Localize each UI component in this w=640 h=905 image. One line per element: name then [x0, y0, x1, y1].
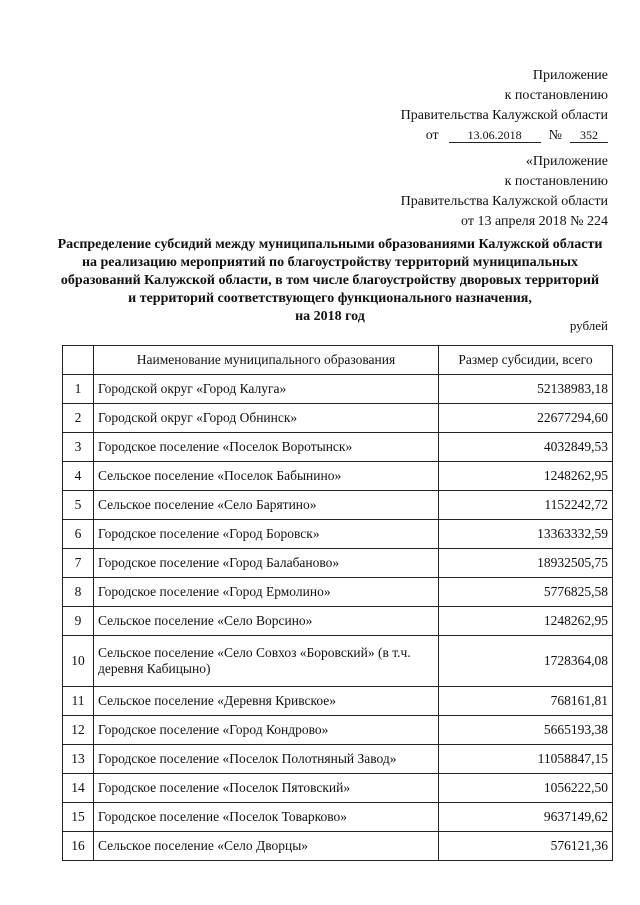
table-row — [63, 636, 613, 687]
row-index: 12 — [63, 716, 94, 745]
row-name: Городское поселение «Поселок Полотняный Завод» — [94, 745, 439, 774]
row-index: 5 — [63, 491, 94, 520]
row-amount: 18932505,75 — [439, 549, 613, 578]
row-amount: 9637149,62 — [439, 803, 613, 832]
title-line: и территорий соответствующего функционального назначения, — [128, 291, 532, 306]
document-title — [56, 236, 604, 326]
title-line: образований Калужской области, в том числе благоустройству дворовых территорий — [60, 273, 600, 288]
row-name: Городское поселение «Город Боровск» — [94, 520, 439, 549]
header-amount: Размер субсидии, всего — [439, 346, 613, 375]
row-index: 15 — [63, 803, 94, 832]
row-amount: 22677294,60 — [439, 404, 613, 433]
subsidy-table — [62, 345, 613, 861]
row-name: Городское поселение «Город Балабаново» — [94, 549, 439, 578]
header-index — [63, 346, 94, 375]
table-row — [63, 578, 613, 607]
title-line: на реализацию мероприятий по благоустройству территорий муниципальных — [81, 255, 579, 270]
row-amount: 5665193,38 — [439, 716, 613, 745]
table-row — [63, 607, 613, 636]
row-index: 2 — [63, 404, 94, 433]
row-name: Сельское поселение «Деревня Кривское» — [94, 687, 439, 716]
original-date-line: от 13 апреля 2018 № 224 — [461, 214, 608, 229]
appendix-to-resolution: к постановлению — [504, 88, 608, 103]
row-index: 8 — [63, 578, 94, 607]
row-index: 16 — [63, 832, 94, 861]
table-row — [63, 745, 613, 774]
appendix-label: Приложение — [532, 68, 608, 83]
row-index: 7 — [63, 549, 94, 578]
appendix-government: Правительства Калужской области — [400, 108, 608, 123]
row-name: Сельское поселение «Село Барятино» — [94, 491, 439, 520]
table-row — [63, 375, 613, 404]
table-row — [63, 520, 613, 549]
row-index: 11 — [63, 687, 94, 716]
number-prefix: № — [548, 128, 562, 143]
table-row — [63, 832, 613, 861]
appendix-header-current — [401, 66, 608, 146]
row-name: Городское поселение «Поселок Пятовский» — [94, 774, 439, 803]
date-prefix: от — [425, 128, 439, 143]
row-name: Городской округ «Город Калуга» — [94, 375, 439, 404]
table-row — [63, 433, 613, 462]
table-row — [63, 462, 613, 491]
header-name: Наименование муниципального образования — [94, 346, 439, 375]
row-name: Городской округ «Город Обнинск» — [94, 404, 439, 433]
row-amount: 11058847,15 — [439, 745, 613, 774]
row-amount: 1056222,50 — [439, 774, 613, 803]
resolution-date-line — [401, 126, 608, 146]
row-amount: 52138983,18 — [439, 375, 613, 404]
title-line: Распределение субсидий между муниципальными образованиями Калужской области — [57, 237, 603, 252]
resolution-number: 352 — [570, 128, 608, 143]
row-amount: 576121,36 — [439, 832, 613, 861]
row-name: Сельское поселение «Поселок Бабынино» — [94, 462, 439, 491]
row-name: Городское поселение «Город Ермолино» — [94, 578, 439, 607]
table-row — [63, 687, 613, 716]
row-name: Городское поселение «Поселок Товарково» — [94, 803, 439, 832]
row-index: 4 — [63, 462, 94, 491]
table-row — [63, 491, 613, 520]
row-index: 3 — [63, 433, 94, 462]
row-index: 13 — [63, 745, 94, 774]
row-amount: 1152242,72 — [439, 491, 613, 520]
row-amount: 1248262,95 — [439, 462, 613, 491]
row-name: Сельское поселение «Село Совхоз «Боровский» (в т.ч. деревня Кабицыно) — [94, 636, 439, 687]
table-row — [63, 716, 613, 745]
row-index: 14 — [63, 774, 94, 803]
title-line: на 2018 год — [295, 309, 365, 324]
table-row — [63, 803, 613, 832]
resolution-date: 13.06.2018 — [449, 128, 541, 143]
row-index: 9 — [63, 607, 94, 636]
row-amount: 4032849,53 — [439, 433, 613, 462]
row-name: Сельское поселение «Село Дворцы» — [94, 832, 439, 861]
units-label: рублей — [569, 318, 608, 333]
row-name: Городское поселение «Поселок Воротынск» — [94, 433, 439, 462]
appendix-header-original — [401, 152, 608, 232]
row-amount: 5776825,58 — [439, 578, 613, 607]
original-appendix-label: «Приложение — [525, 154, 608, 169]
row-name: Городское поселение «Город Кондрово» — [94, 716, 439, 745]
row-amount: 768161,81 — [439, 687, 613, 716]
row-index: 10 — [63, 636, 94, 687]
row-amount: 1248262,95 — [439, 607, 613, 636]
original-government: Правительства Калужской области — [400, 194, 608, 209]
row-amount: 13363332,59 — [439, 520, 613, 549]
row-index: 1 — [63, 375, 94, 404]
table-header-row — [63, 346, 613, 375]
row-amount: 1728364,08 — [439, 636, 613, 687]
original-to-resolution: к постановлению — [504, 174, 608, 189]
row-name: Сельское поселение «Село Ворсино» — [94, 607, 439, 636]
row-index: 6 — [63, 520, 94, 549]
table-row — [63, 549, 613, 578]
table-row — [63, 774, 613, 803]
table-row — [63, 404, 613, 433]
